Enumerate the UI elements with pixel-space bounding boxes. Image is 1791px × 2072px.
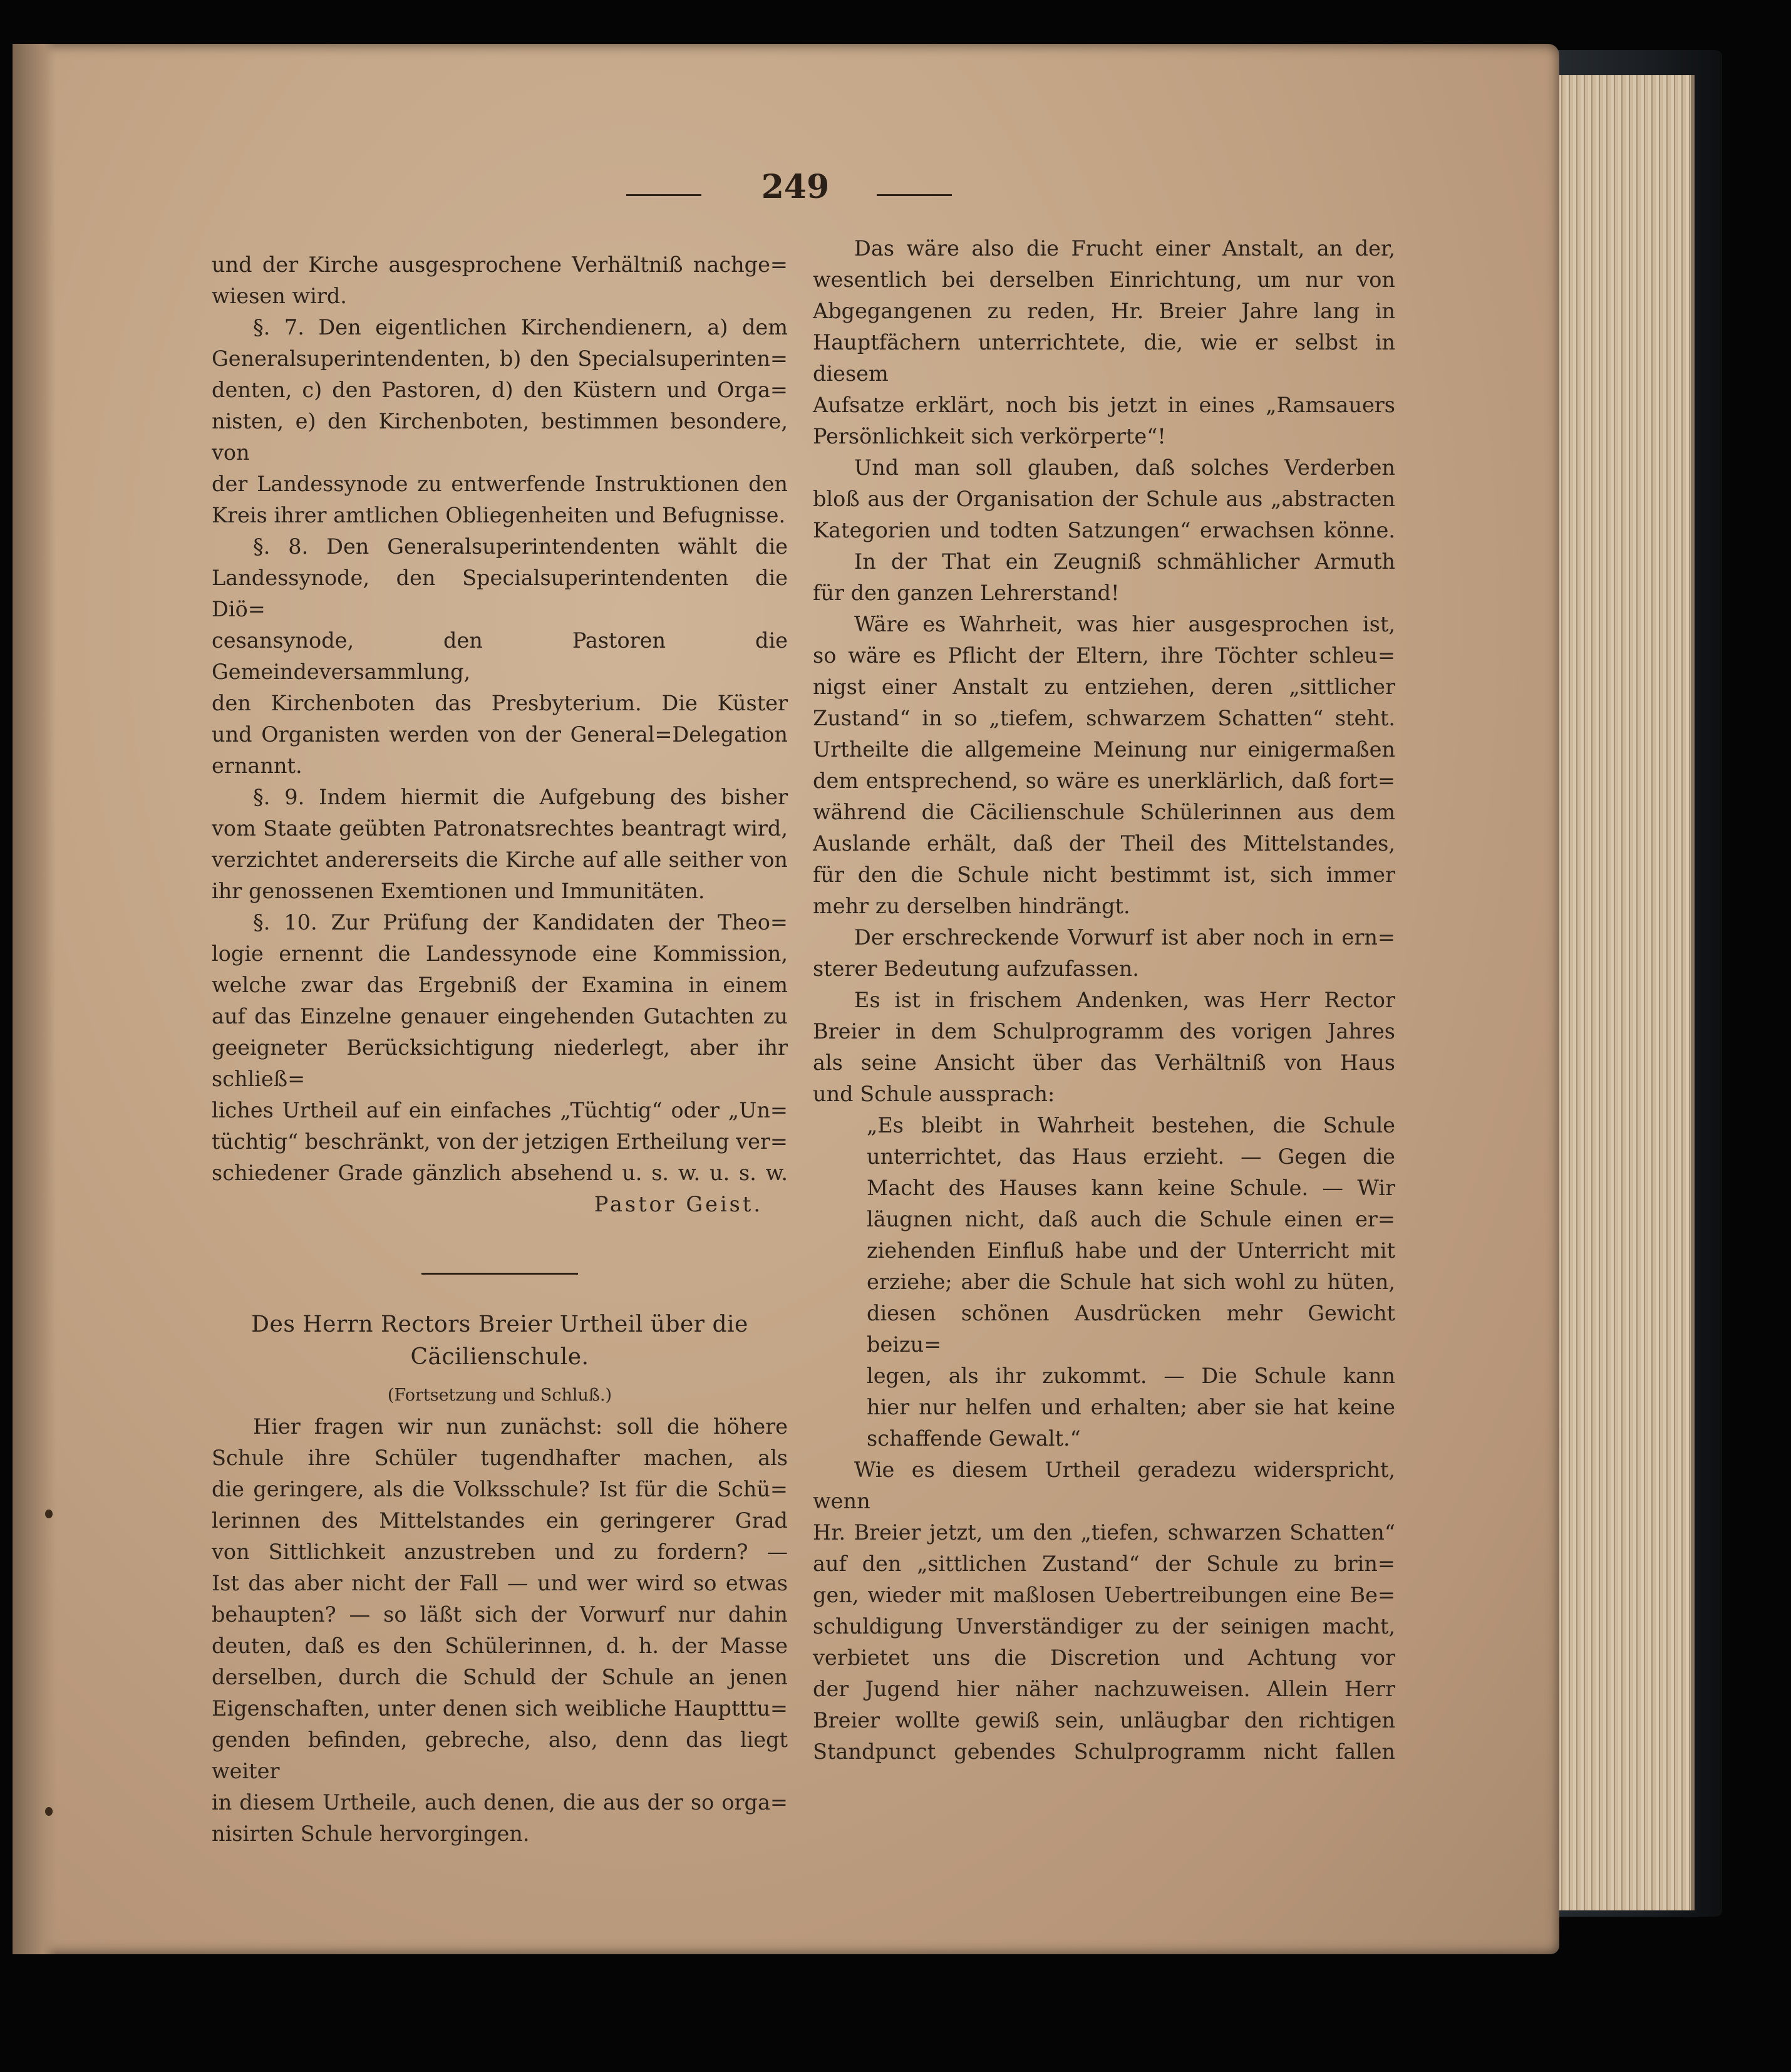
text-line: Zustand“ in so „tiefem, schwarzem Schatten“ steht. xyxy=(813,706,1395,730)
text-line: welche zwar das Ergebniß der Examina in einem xyxy=(212,973,788,997)
signature: Pastor Geist. xyxy=(594,1192,763,1216)
text-line: Breier wollte gewiß sein, unläugbar den richtigen xyxy=(813,1708,1395,1733)
text-line: so wäre es Pflicht der Eltern, ihre Töchter schleu= xyxy=(813,643,1395,668)
right-column xyxy=(813,233,1395,1768)
text-line: schiedener Grade gänzlich absehend u. s. w. u. s. w. xyxy=(212,1161,788,1185)
text-line: dem entsprechend, so wäre es unerklärlich, daß fort= xyxy=(813,769,1395,793)
text-line: Macht des Hauses kann keine Schule. — Wir xyxy=(867,1176,1395,1200)
article-heading-line: Cäcilienschule. xyxy=(410,1344,589,1370)
text-line: Das wäre also die Frucht einer Anstalt, an der, xyxy=(854,236,1395,261)
text-line: Hier fragen wir nun zunächst: soll die höhere xyxy=(253,1414,788,1439)
text-line: „Es bleibt in Wahrheit bestehen, die Schule xyxy=(867,1113,1395,1137)
text-line: Abgegangenen zu reden, Hr. Breier Jahre lang in xyxy=(813,299,1395,323)
text-line: läugnen nicht, daß auch die Schule einen er= xyxy=(867,1207,1395,1231)
page-gutter-shadow xyxy=(13,44,56,1954)
text-line: in diesem Urtheile, auch denen, die aus der so orga= xyxy=(212,1790,788,1815)
header-rule-right xyxy=(877,194,952,196)
text-line: während die Cäcilienschule Schülerinnen aus dem xyxy=(813,800,1395,824)
text-line: §. 8. Den Generalsuperintendenten wählt die xyxy=(253,534,788,559)
text-line: behaupten? — so läßt sich der Vorwurf nur dahin xyxy=(212,1602,788,1627)
text-line: hier nur helfen und erhalten; aber sie hat keine xyxy=(867,1395,1395,1419)
text-line: Kategorien und todten Satzungen“ erwachsen könne. xyxy=(813,518,1395,542)
text-line: Aufsatze erklärt, noch bis jetzt in eines „Ramsauers xyxy=(813,393,1395,417)
text-line: und Schule aussprach: xyxy=(813,1082,1055,1106)
text-line: geeigneter Berücksichtigung niederlegt, aber ihr schließ= xyxy=(212,1035,788,1091)
text-line: schuldigung Unverständiger zu der seinigen macht, xyxy=(813,1614,1395,1639)
header-rule-left xyxy=(626,194,701,196)
left-column-text xyxy=(212,249,788,1189)
text-line: verzichtet andererseits die Kirche auf alle seither von xyxy=(212,847,788,872)
text-line: ernannt. xyxy=(212,754,302,778)
text-line: liches Urtheil auf ein einfaches „Tüchtig“ oder „Un= xyxy=(212,1098,788,1122)
text-line: sterer Bedeutung aufzufassen. xyxy=(813,956,1139,981)
text-line: In der That ein Zeugniß schmählicher Armuth xyxy=(854,549,1395,574)
text-line: auf das Einzelne genauer eingehenden Gutachten zu xyxy=(212,1004,788,1028)
binding-hole-mark xyxy=(45,1510,53,1518)
text-line: §. 10. Zur Prüfung der Kandidaten der Theo= xyxy=(253,910,788,935)
text-line: Der erschreckende Vorwurf ist aber noch in ern= xyxy=(854,925,1395,950)
text-line: den Kirchenboten das Presbyterium. Die Küster xyxy=(212,691,788,715)
text-line: Schule ihre Schüler tugendhafter machen, als xyxy=(212,1446,788,1470)
text-line: die geringere, als die Volksschule? Ist für die Schü= xyxy=(212,1477,788,1501)
text-line: Persönlichkeit sich verkörperte“! xyxy=(813,424,1166,448)
text-line: lerinnen des Mittelstandes ein geringerer Grad xyxy=(212,1508,788,1533)
text-line: ihr genossenen Exemtionen und Immunitäten. xyxy=(212,879,705,903)
text-line: von Sittlichkeit anzustreben und zu fordern? — xyxy=(212,1540,788,1564)
text-line: Wäre es Wahrheit, was hier ausgesprochen ist, xyxy=(854,612,1395,636)
text-line: Ist das aber nicht der Fall — und wer wird so etwas xyxy=(212,1571,788,1595)
text-line: verbietet uns die Discretion und Achtung vor xyxy=(813,1645,1395,1670)
left-column xyxy=(212,249,788,1850)
text-line: unterrichtet, das Haus erzieht. — Gegen die xyxy=(867,1144,1395,1169)
text-line: für den die Schule nicht bestimmt ist, sich immer xyxy=(813,862,1395,887)
text-line: §. 9. Indem hiermit die Aufgebung des bisher xyxy=(253,785,788,809)
article-heading xyxy=(212,1308,788,1374)
section-separator xyxy=(421,1273,578,1275)
article-heading-line: Des Herrn Rectors Breier Urtheil über die xyxy=(251,1312,748,1337)
page-number: 249 xyxy=(761,168,830,206)
text-line: Auslande erhält, daß der Theil des Mittelstandes, xyxy=(813,831,1395,856)
text-line: der Landessynode zu entwerfende Instruktionen den xyxy=(212,472,788,496)
right-column-text xyxy=(813,233,1395,1768)
text-line: Breier in dem Schulprogramm des vorigen Jahres xyxy=(813,1019,1395,1044)
text-line: deuten, daß es den Schülerinnen, d. h. der Masse xyxy=(212,1634,788,1658)
article-subheading: (Fortsetzung und Schluß.) xyxy=(387,1386,612,1405)
text-line: Es ist in frischem Andenken, was Herr Rector xyxy=(854,988,1395,1012)
text-line: vom Staate geübten Patronatsrechtes beantragt wird, xyxy=(212,816,788,841)
text-line: auf den „sittlichen Zustand“ der Schule zu brin= xyxy=(813,1551,1395,1576)
binding-hole-mark xyxy=(45,1807,53,1816)
text-line: §. 7. Den eigentlichen Kirchendienern, a) dem xyxy=(253,315,788,339)
text-line: Standpunct gebendes Schulprogramm nicht fallen xyxy=(813,1739,1395,1764)
text-line: nisirten Schule hervorgingen. xyxy=(212,1821,530,1846)
text-line: erziehe; aber die Schule hat sich wohl zu hüten, xyxy=(867,1270,1395,1294)
page-header xyxy=(626,168,964,218)
text-line: schaffende Gewalt.“ xyxy=(867,1426,1081,1451)
text-line: genden befinden, gebreche, also, denn das liegt weiter xyxy=(212,1728,788,1783)
text-line: wesentlich bei derselben Einrichtung, um nur von xyxy=(813,267,1395,292)
text-line: cesansynode, den Pastoren die Gemeindeversammlung, xyxy=(212,628,788,684)
text-line: Generalsuperintendenten, b) den Specialsuperinten= xyxy=(212,346,788,371)
text-line: als seine Ansicht über das Verhältniß von Haus xyxy=(813,1050,1395,1075)
text-line: denten, c) den Pastoren, d) den Küstern und Orga= xyxy=(212,378,788,402)
text-line: nigst einer Anstalt zu entziehen, deren „sittlicher xyxy=(813,675,1395,699)
text-line: legen, als ihr zukommt. — Die Schule kann xyxy=(867,1364,1395,1388)
text-line: logie ernennt die Landessynode eine Kommission, xyxy=(212,941,788,966)
text-line: ziehenden Einfluß habe und der Unterricht mit xyxy=(867,1238,1395,1263)
text-line: derselben, durch die Schuld der Schule an jenen xyxy=(212,1665,788,1689)
text-line: bloß aus der Organisation der Schule aus „abstracten xyxy=(813,487,1395,511)
text-line: Hr. Breier jetzt, um den „tiefen, schwarzen Schatten“ xyxy=(813,1520,1395,1545)
text-line: tüchtig“ beschränkt, von der jetzigen Ertheilung ver= xyxy=(212,1129,788,1154)
text-line: für den ganzen Lehrerstand! xyxy=(813,581,1120,605)
text-line: mehr zu derselben hindrängt. xyxy=(813,894,1130,918)
text-line: Hauptfächern unterrichtete, die, wie er selbst in diesem xyxy=(813,330,1395,386)
article-text xyxy=(212,1411,788,1850)
text-line: und Organisten werden von der General=Delegation xyxy=(212,722,788,747)
text-line: nisten, e) den Kirchenboten, bestimmen besondere, von xyxy=(212,409,788,465)
text-line: Wie es diesem Urtheil geradezu widerspricht, wenn xyxy=(813,1458,1395,1513)
text-line: Landessynode, den Specialsuperintendenten die Diö= xyxy=(212,566,788,621)
text-line: Und man soll glauben, daß solches Verderben xyxy=(854,455,1395,480)
text-line: gen, wieder mit maßlosen Uebertreibungen eine Be= xyxy=(813,1583,1395,1607)
text-line: Urtheilte die allgemeine Meinung nur einigermaßen xyxy=(813,737,1395,762)
text-line: wiesen wird. xyxy=(212,284,347,308)
text-line: diesen schönen Ausdrücken mehr Gewicht beizu= xyxy=(867,1301,1395,1357)
text-line: Eigenschaften, unter denen sich weibliche Hauptttu= xyxy=(212,1696,788,1721)
text-line: und der Kirche ausgesprochene Verhältniß nachge= xyxy=(212,252,788,277)
text-line: der Jugend hier näher nachzuweisen. Allein Herr xyxy=(813,1677,1395,1701)
text-line: Kreis ihrer amtlichen Obliegenheiten und Befugnisse. xyxy=(212,503,786,527)
